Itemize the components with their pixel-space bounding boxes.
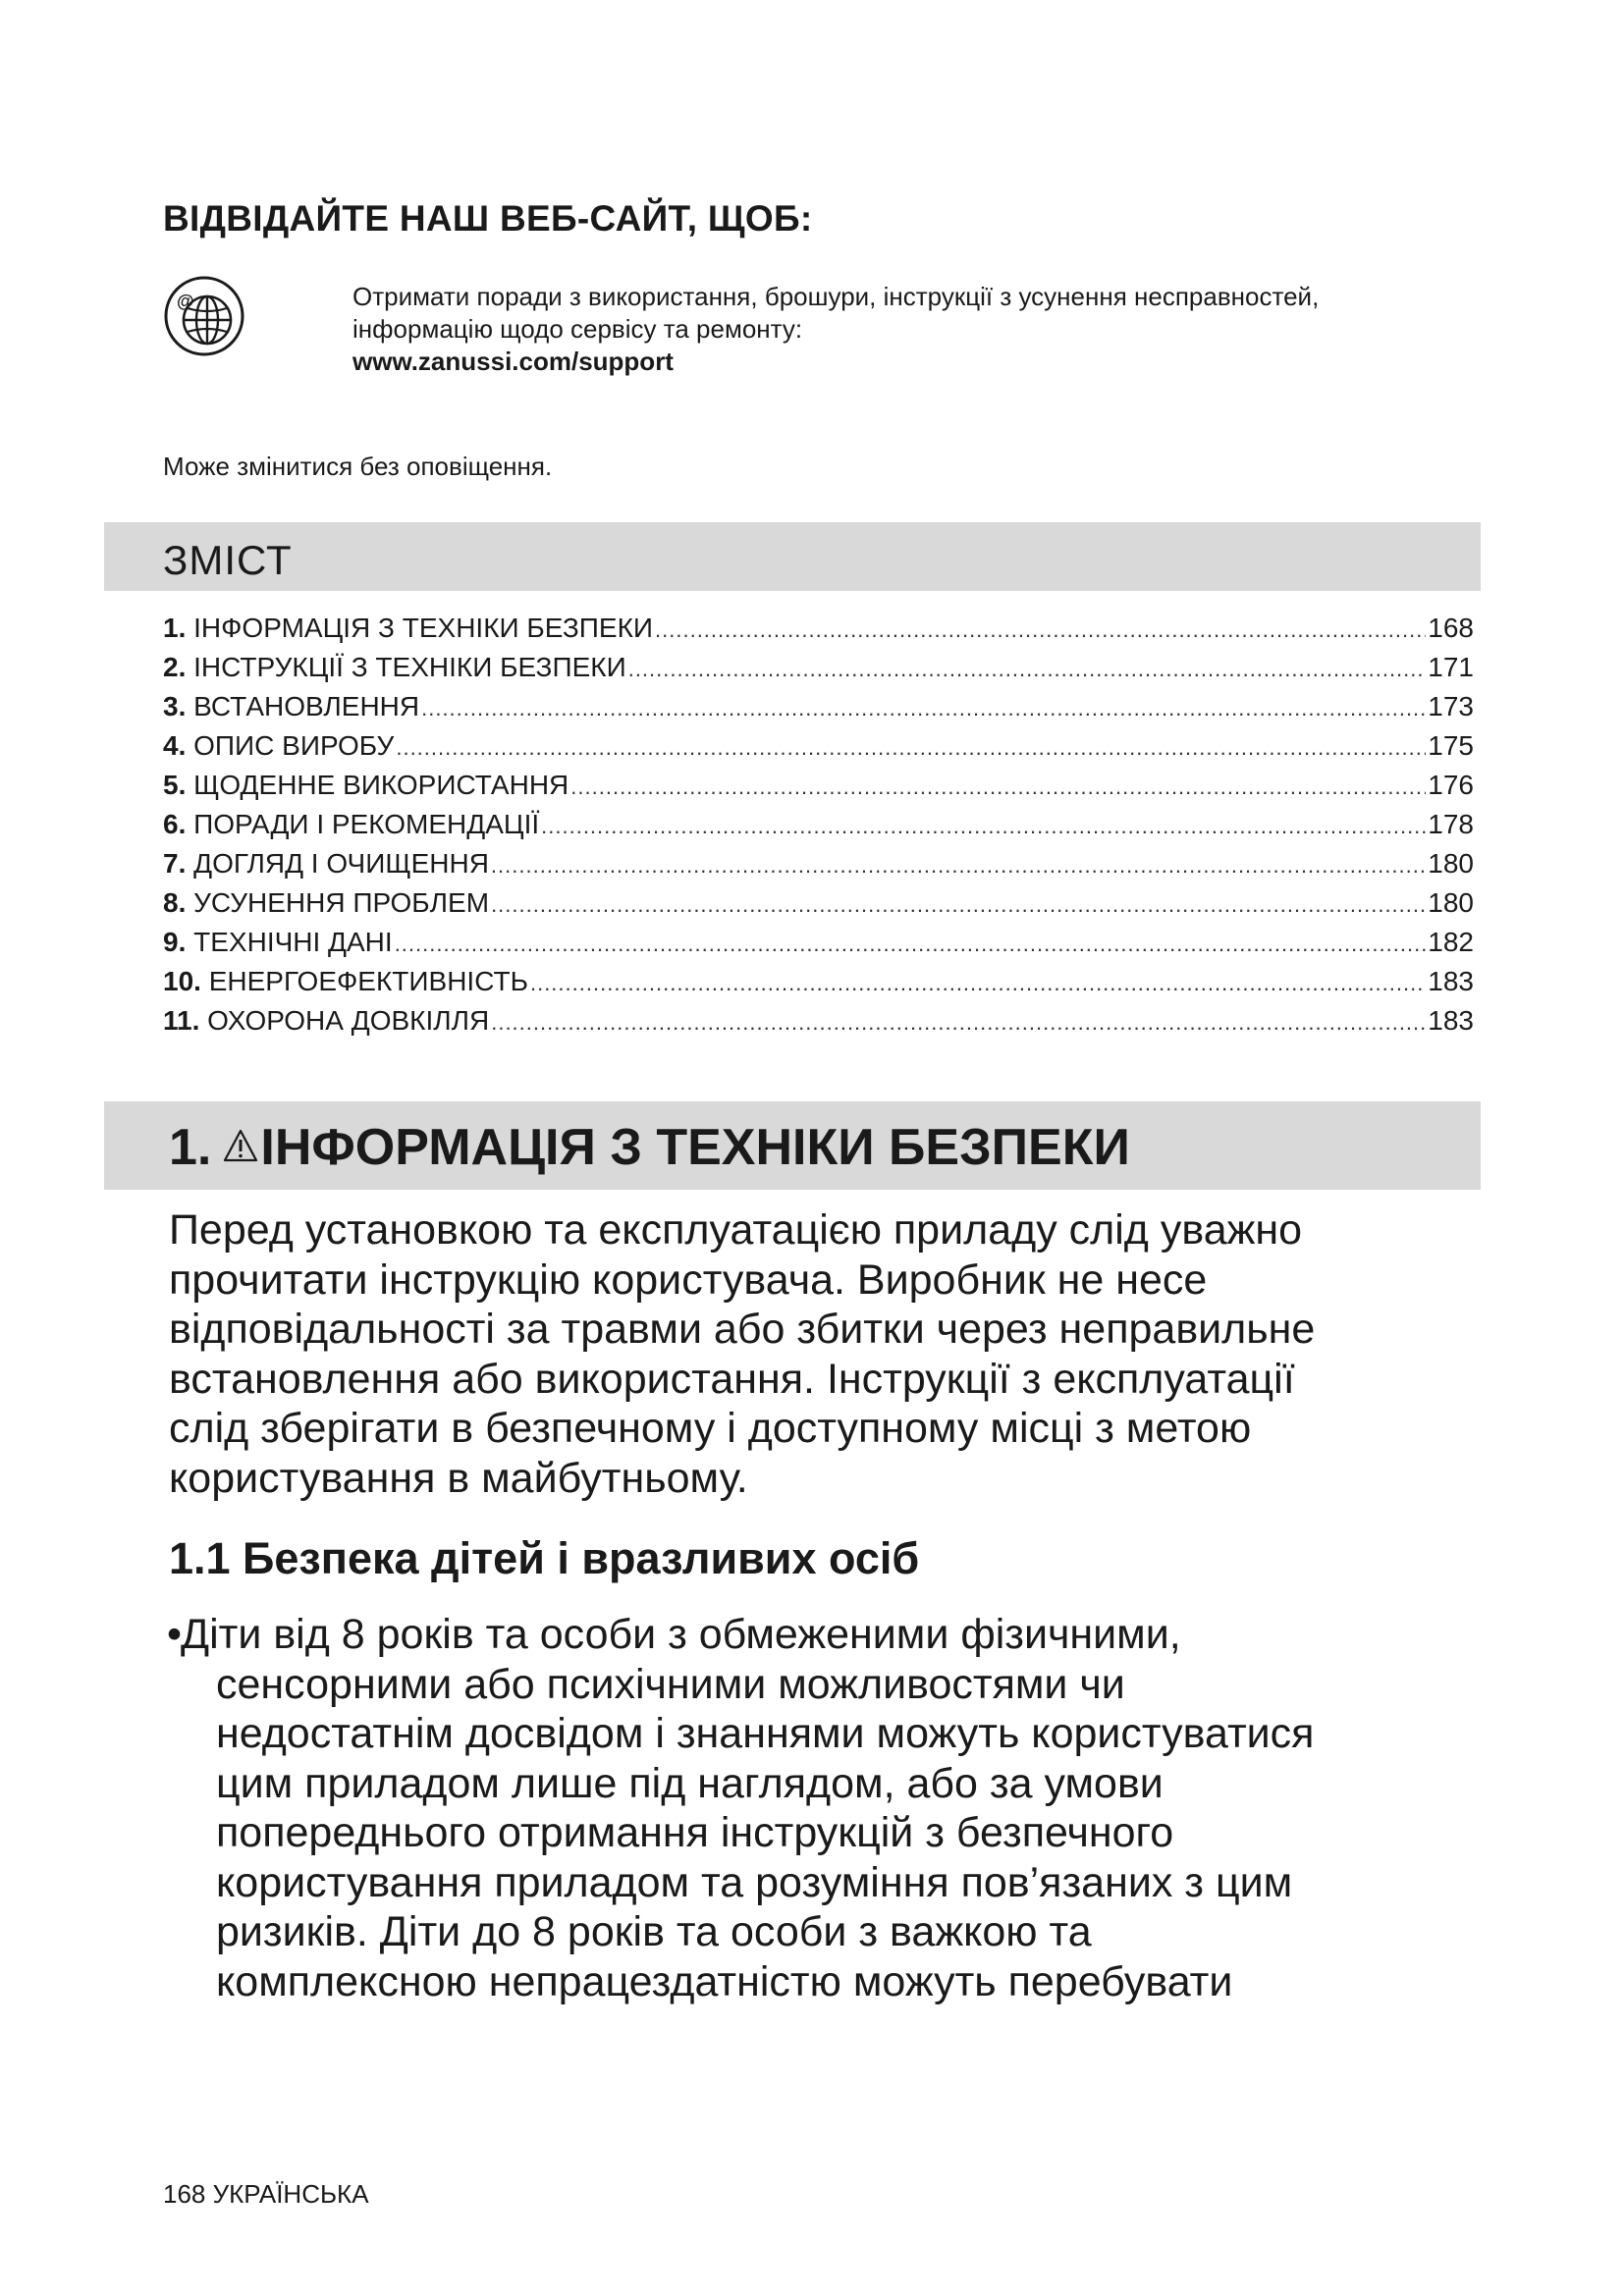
toc-page-number: 175: [1428, 730, 1474, 761]
section-title: [169, 1118, 1130, 1177]
toc-number: 4.: [163, 730, 187, 761]
toc-leader-dots: [491, 846, 1426, 885]
toc-item[interactable]: [163, 687, 1474, 726]
support-info: [352, 281, 1319, 378]
contents-title: ЗМІСТ: [163, 537, 293, 583]
toc-page-number: 180: [1428, 848, 1474, 879]
toc-leader-dots: [570, 768, 1426, 807]
toc-item[interactable]: [163, 844, 1474, 883]
toc-label: ОПИС ВИРОБУ: [193, 730, 395, 761]
bullet-marker: •: [167, 1611, 183, 1658]
toc-item[interactable]: [163, 962, 1474, 1001]
toc-number: 5.: [163, 770, 187, 800]
toc-label: ВСТАНОВЛЕННЯ: [193, 691, 420, 721]
bullet-line: цим приладом лише під наглядом, або за умови: [216, 1759, 1164, 1807]
intro-line: прочитати інструкцію користувача. Виробник не несе: [169, 1255, 1208, 1304]
toc-leader-dots: [421, 689, 1426, 728]
globe-icon: [163, 275, 245, 357]
intro-paragraph: [169, 1205, 1485, 1503]
toc-number: 9.: [163, 927, 187, 957]
toc-leader-dots: [655, 611, 1426, 650]
bullet-item: [167, 1610, 1483, 2006]
toc-number: 6.: [163, 809, 187, 839]
toc-number: 10.: [163, 966, 201, 996]
toc-leader-dots: [491, 885, 1426, 925]
toc-page-number: 176: [1428, 770, 1474, 800]
bullet-line: комплексною непрацездатністю можуть перебувати: [216, 1957, 1233, 2005]
section-title-text: ІНФОРМАЦІЯ З ТЕХНІКИ БЕЗПЕКИ: [260, 1119, 1130, 1176]
bullet-text: [181, 1610, 1483, 2006]
support-text-line: Отримати поради з використання, брошури, інструкції з усунення несправностей,: [352, 282, 1320, 311]
intro-line: користування в майбутньому.: [169, 1454, 748, 1502]
toc-page-number: 173: [1428, 691, 1474, 721]
toc-page-number: 183: [1428, 966, 1474, 996]
toc-label: ОХОРОНА ДОВКІЛЛЯ: [207, 1005, 490, 1036]
intro-line: відповідальності за травми або збитки через неправильне: [169, 1306, 1316, 1353]
toc-leader-dots: [628, 650, 1427, 689]
toc-page-number: 182: [1428, 927, 1474, 957]
toc-page-number: 171: [1428, 652, 1474, 682]
toc-label: УСУНЕННЯ ПРОБЛЕМ: [193, 887, 490, 918]
toc-label: ЩОДЕННЕ ВИКОРИСТАННЯ: [193, 770, 569, 800]
toc-number: 7.: [163, 848, 187, 879]
bullet-line: користування приладом та розуміння пов’язаних з цим: [216, 1858, 1293, 1906]
toc-number: 1.: [163, 613, 187, 643]
toc-number: 8.: [163, 887, 187, 918]
toc-leader-dots: [491, 1003, 1426, 1042]
toc-item[interactable]: [163, 1001, 1474, 1041]
toc-page-number: 183: [1428, 1005, 1474, 1036]
toc-item[interactable]: [163, 923, 1474, 962]
toc-label: ІНСТРУКЦІЇ З ТЕХНІКИ БЕЗПЕКИ: [193, 652, 626, 682]
warning-icon: [223, 1129, 258, 1162]
change-notice: Може змінитися без оповіщення.: [163, 452, 553, 481]
intro-line: встановлення або використання. Інструкції з експлуатації: [169, 1355, 1295, 1403]
toc-item[interactable]: [163, 805, 1474, 844]
toc-label: ПОРАДИ І РЕКОМЕНДАЦІЇ: [193, 809, 540, 839]
toc-page-number: 180: [1428, 887, 1474, 918]
toc-leader-dots: [541, 807, 1426, 846]
toc-number: 2.: [163, 652, 187, 682]
toc-item[interactable]: [163, 766, 1474, 805]
section-header-bar: [104, 1101, 1481, 1190]
bullet-line: ризиків. Діти до 8 років та особи з важкою та: [216, 1908, 1092, 1955]
toc-leader-dots: [530, 964, 1426, 1003]
toc-label: ЕНЕРГОЕФЕКТИВНІСТЬ: [208, 966, 528, 996]
svg-text:@: @: [177, 292, 194, 311]
table-of-contents: [163, 609, 1474, 1041]
toc-label: ТЕХНІЧНІ ДАНІ: [193, 927, 393, 957]
toc-label: ІНФОРМАЦІЯ З ТЕХНІКИ БЕЗПЕКИ: [193, 613, 654, 643]
intro-line: слід зберігати в безпечному і доступному місці з метою: [169, 1405, 1252, 1452]
toc-item[interactable]: [163, 726, 1474, 766]
toc-page-number: 178: [1428, 809, 1474, 839]
section-number: 1.: [169, 1119, 212, 1176]
toc-item[interactable]: [163, 883, 1474, 923]
visit-website-title: ВІДВІДАЙТЕ НАШ ВЕБ-САЙТ, ЩОБ:: [163, 198, 813, 239]
toc-leader-dots: [395, 925, 1427, 964]
toc-label: ДОГЛЯД І ОЧИЩЕННЯ: [193, 848, 489, 879]
contents-header-bar: [104, 522, 1481, 591]
toc-number: 3.: [163, 691, 187, 721]
toc-page-number: 168: [1428, 613, 1474, 643]
toc-number: 11.: [163, 1005, 200, 1036]
intro-line: Перед установкою та експлуатацією приладу слід уважно: [169, 1206, 1303, 1254]
bullet-line: попереднього отримання інструкцій з безпечного: [216, 1809, 1174, 1856]
bullet-line: сенсорними або психічними можливостями чи: [216, 1660, 1125, 1708]
bullet-line: недостатнім досвідом і знаннями можуть користуватися: [216, 1710, 1315, 1757]
toc-leader-dots: [396, 728, 1426, 768]
support-url-link[interactable]: www.zanussi.com/support: [352, 347, 674, 376]
bullet-line: Діти від 8 років та особи з обмеженими фізичними,: [181, 1611, 1181, 1658]
page-footer: 168 УКРАЇНСЬКА: [163, 2179, 369, 2209]
subsection-title: 1.1 Безпека дітей і вразливих осіб: [169, 1533, 920, 1583]
support-text-line: інформацію щодо сервісу та ремонту:: [352, 314, 803, 344]
toc-item[interactable]: [163, 648, 1474, 687]
toc-item[interactable]: [163, 609, 1474, 648]
